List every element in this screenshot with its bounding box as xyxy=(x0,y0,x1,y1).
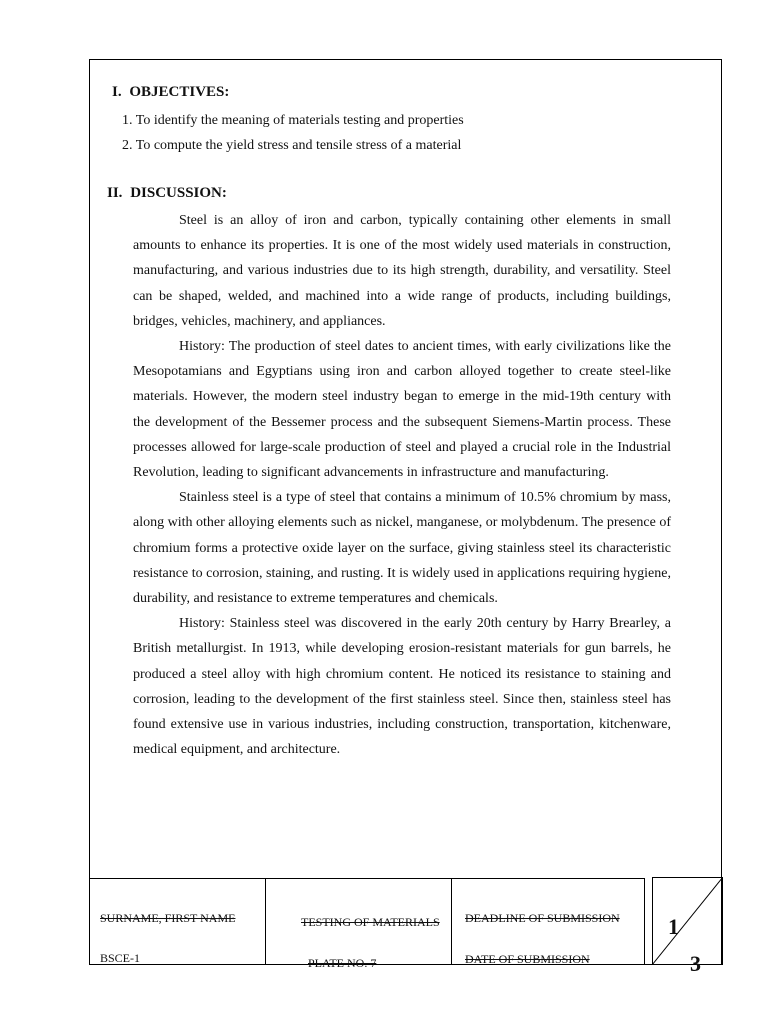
discussion-heading xyxy=(107,185,227,202)
sheet-total: 3 xyxy=(690,951,701,976)
discussion-title: DISCUSSION: xyxy=(130,185,227,201)
discussion-paragraph-steel: Steel is an alloy of iron and carbon, typically containing other elements in small amounts to enhance its properties. It is one of the most widely used materials in construction, manufacturing, and various industries due to its high strength, durability, and versatility. Steel can be shaped, welded, and machined into a wide range of products, including buildings, bridges, vehicles, machinery, and appliances. xyxy=(133,213,671,329)
sheet-number: 1 xyxy=(668,914,679,939)
objective-item: 1. To identify the meaning of materials testing and properties xyxy=(122,113,464,128)
course-label: TESTING OF MATERIALS xyxy=(301,915,440,929)
discussion-paragraph-steel-history: History: The production of steel dates to ancient times, with early civilizations like the Mesopotamians and Egyptians using iron and carbon alloyed together to create steel-like materials. However, the modern steel industry began to emerge in the mid-19th century with the development of the Bessemer process and the subsequent Siemens-Martin process. These processes allowed for large-scale production of steel and played a crucial role in the Industrial Revolution, leading to significant advancements in infrastructure and manufacturing. xyxy=(133,339,671,481)
plate-label: PLATE NO. 7 xyxy=(308,956,377,970)
deadline-label: DEADLINE OF SUBMISSION xyxy=(465,911,620,925)
title-block-right-rule xyxy=(644,878,645,965)
section-label: BSCE-1 xyxy=(100,951,141,965)
title-block-divider-1 xyxy=(265,878,266,965)
discussion-paragraph-stainless-history: History: Stainless steel was discovered in the early 20th century by Harry Brearley, a British metallurgist. In 1913, while developing erosion-resistant materials for gun barrels, he produced a steel alloy with high chromium content. He noticed its resistance to staining and corrosion, leading to the development of the first stainless steel. Since then, stainless steel has found extensive use in various industries, including construction, transportation, kitchenware, medical equipment, and architecture. xyxy=(133,616,671,758)
objectives-title: OBJECTIVES: xyxy=(129,84,230,100)
title-block-divider-2 xyxy=(451,878,452,965)
objective-item: 2. To compute the yield stress and tensile stress of a material xyxy=(122,138,462,153)
name-label: SURNAME, FIRST NAME xyxy=(100,911,236,925)
objectives-list xyxy=(122,108,464,158)
date-label: DATE OF SUBMISSION xyxy=(465,952,590,966)
sheet-number-box xyxy=(652,877,723,965)
objectives-roman: I. xyxy=(112,84,122,100)
discussion-body xyxy=(133,208,671,762)
title-block-top-rule xyxy=(89,878,645,879)
discussion-paragraph-stainless: Stainless steel is a type of steel that contains a minimum of 10.5% chromium by mass, along with other alloying elements such as nickel, manganese, or molybdenum. The presence of chromium forms a protective oxide layer on the surface, giving stainless steel its characteristic resistance to corrosion, staining, and rusting. It is widely used in applications requiring hygiene, durability, and resistance to extreme temperatures and chemicals. xyxy=(133,490,671,607)
sheet-divider-diagonal xyxy=(652,877,723,965)
discussion-roman: II. xyxy=(107,185,123,201)
objectives-heading xyxy=(112,84,229,101)
